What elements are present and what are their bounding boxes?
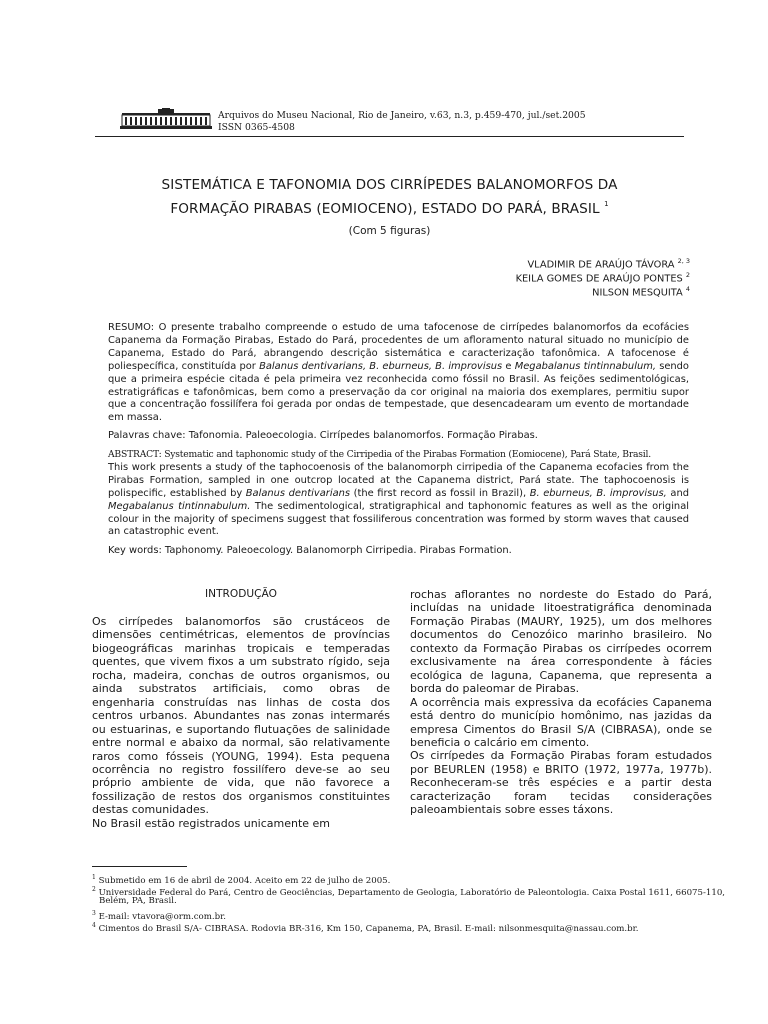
resumo-label: RESUMO: <box>108 322 155 333</box>
abstract-species-3: Megabalanus tintinnabulum. <box>108 500 251 512</box>
title-footnote-mark: 1 <box>604 200 609 208</box>
resumo-species-1: Balanus dentivarians, B. eburneus, B. improvisus <box>259 360 503 372</box>
header-rule <box>95 136 684 137</box>
author-1 <box>527 257 690 270</box>
museum-logo <box>120 108 212 130</box>
author-marks: 2 <box>685 271 690 279</box>
author-name: KEILA GOMES DE ARAÚJO PONTES <box>515 273 683 285</box>
author-marks: 2, 3 <box>677 257 690 265</box>
abstract-species-2: B. eburneus, B. improvisus, <box>529 487 667 499</box>
author-marks: 4 <box>685 285 690 293</box>
footnote-mark: 4 <box>92 922 96 929</box>
footnote-mark: 1 <box>92 874 96 881</box>
figure-count: (Com 5 figuras) <box>348 225 431 237</box>
author-name: NILSON MESQUITA <box>592 287 683 299</box>
paragraph: rochas aflorantes no nordeste do Estado do Pará, incluídas na unidade litoestratigráfica denominada Formação Pirabas (MAURY, 1925), um dos melhores documentos do Cenozóico marinho brasileiro. No contexto da Formação Pirabas os cirrípedes ocorrem exclusivamente na área correspondente à fácies ecológica de laguna, Capanema, que representa a borda do paleomar de Pirabas. <box>410 588 712 696</box>
footnote-text: Cimentos do Brasil S/A- CIBRASA. Rodovia BR-316, Km 150, Capanema, PA, Brasil. E-mail: nilsonmesquita@nassau.com.br. <box>98 923 639 934</box>
footnote-4 <box>92 920 716 935</box>
footnote-text: Universidade Federal do Pará, Centro de Geociências, Departamento de Geologia, Laboratório de Paleontologia. Caixa Postal 1611, 66075-110, <box>98 887 726 898</box>
title-line-1: SISTEMÁTICA E TAFONOMIA DOS CIRRÍPEDES BALANOMORFOS DA <box>161 177 618 193</box>
footnote-text: E-mail: vtavora@orm.com.br. <box>98 911 227 922</box>
footnote-rule <box>92 866 187 867</box>
journal-citation: Arquivos do Museu Nacional, Rio de Janeiro, v.63, n.3, p.459-470, jul./set.2005 <box>218 110 586 121</box>
abstract-and: and <box>670 487 690 499</box>
resumo <box>108 322 689 425</box>
issn: ISSN 0365-4508 <box>218 122 295 133</box>
palavras-chave: Palavras chave: Tafonomia. Paleoecologia. Cirrípedes balanomorfos. Formação Pirabas. <box>108 430 538 441</box>
author-3 <box>592 285 690 298</box>
abstract-text-b: (the first record as fossil in Brazil), <box>353 487 527 499</box>
resumo-species-2: Megabalanus tintinnabulum, <box>514 360 656 372</box>
footnote-mark: 2 <box>92 886 96 893</box>
abstract-text-c: The sedimentological, stratigraphical and taphonomic features as well as the original colour in the majority of specimens suggest that fossiliferous concentration was formed by storm waves that caused an catastrophic event. <box>108 500 689 538</box>
author-2 <box>516 271 690 284</box>
paragraph: Os cirrípedes da Formação Pirabas foram estudados por BEURLEN (1958) e BRITO (1972, 1977a, 1977b). Reconheceram-se três espécies e a partir desta caracterização foram tecidas considerações paleoambientais sobre esses táxons. <box>410 749 712 817</box>
key-words: Key words: Taphonomy. Paleoecology. Balanomorph Cirripedia. Pirabas Formation. <box>108 545 512 556</box>
abstract <box>108 449 689 539</box>
paragraph: No Brasil estão registrados unicamente em <box>92 816 331 830</box>
resumo-and: e <box>505 360 512 372</box>
paragraph: Os cirrípedes balanomorfos são crustáceos de dimensões centimétricas, elementos de províncias biogeográficas marinhas tropicais e temperadas quentes, que vivem fixos a um substrato rígido, seja rocha, madeira, conchas de outros organismos, ou ainda substratos artificiais, como obras de engenharia construídas nas linhas de costa dos centros urbanos. Abundantes nas zonas intermarés ou estuarinas, e suportando flutuações de salinidade entre normal e abaixo da normal, são relativamente raros como fósseis (YOUNG, 1994). Esta pequena ocorrência no registro fossilífero deve-se ao seu próprio ambiente de vida, que não favorece a fossilização de restos dos organismos constituintes destas comunidades. <box>92 615 390 817</box>
footnote-text: Belém, PA, Brasil. <box>99 896 177 906</box>
author-name: VLADIMIR DE ARAÚJO TÁVORA <box>527 259 675 271</box>
footnote-text: Submetido em 16 de abril de 2004. Aceito em 22 de julho de 2005. <box>98 875 391 886</box>
body-column-left <box>92 615 390 830</box>
footnote-2-cont <box>99 896 723 907</box>
title-line-2 <box>95 201 684 217</box>
abstract-text-a: This work presents a study of the taphocoenosis of the balanomorph cirripedia of the Capanema ecofacies from the Pirabas Formation, sampled in one outcrop located at the Capanema district, Pará state. The taphocoenosis is polispecific, established by <box>108 461 689 499</box>
section-heading-introducao: INTRODUÇÃO <box>205 588 277 600</box>
abstract-species-1: Balanus dentivarians <box>245 487 351 499</box>
title-line-2-text: FORMAÇÃO PIRABAS (EOMIOCENO), ESTADO DO PARÁ, BRASIL <box>170 201 600 217</box>
resumo-text-b: sendo que a primeira espécie citada é pela primeira vez reconhecida como fóssil no Brasil. As feições sedimentológicas, estratigráficas e tafonômicas, bem como a preservação da cor original na maioria dos exemplares, permitiu supor que a concentração fossilífera foi gerada por ondas de tempestade, que desencadearam um evento de mortandade em massa. <box>108 360 689 424</box>
paragraph: A ocorrência mais expressiva da ecofácies Capanema está dentro do município homônimo, nas jazidas da empresa Cimentos do Brasil S/A (CIBRASA), onde se beneficia o calcário em cimento. <box>410 695 712 749</box>
footnote-mark: 3 <box>92 910 96 917</box>
body-column-right <box>410 588 712 817</box>
resumo-text-a: O presente trabalho compreende o estudo de uma tafocenose de cirrípedes balanomorfos da ecofácies Capanema da Formação Pirabas, Estado do Pará, procedentes de um afloramento natural situado no município de Capanema, Estado do Pará, abrangendo descrição sistemática e caracterização tafonômica. A tafocenose é poliespecífica, constituída por <box>108 322 690 372</box>
abstract-heading: ABSTRACT: Systematic and taphonomic study of the Cirripedia of the Pirabas Formation (Eomiocene), Pará State, Brasil. <box>108 449 651 460</box>
